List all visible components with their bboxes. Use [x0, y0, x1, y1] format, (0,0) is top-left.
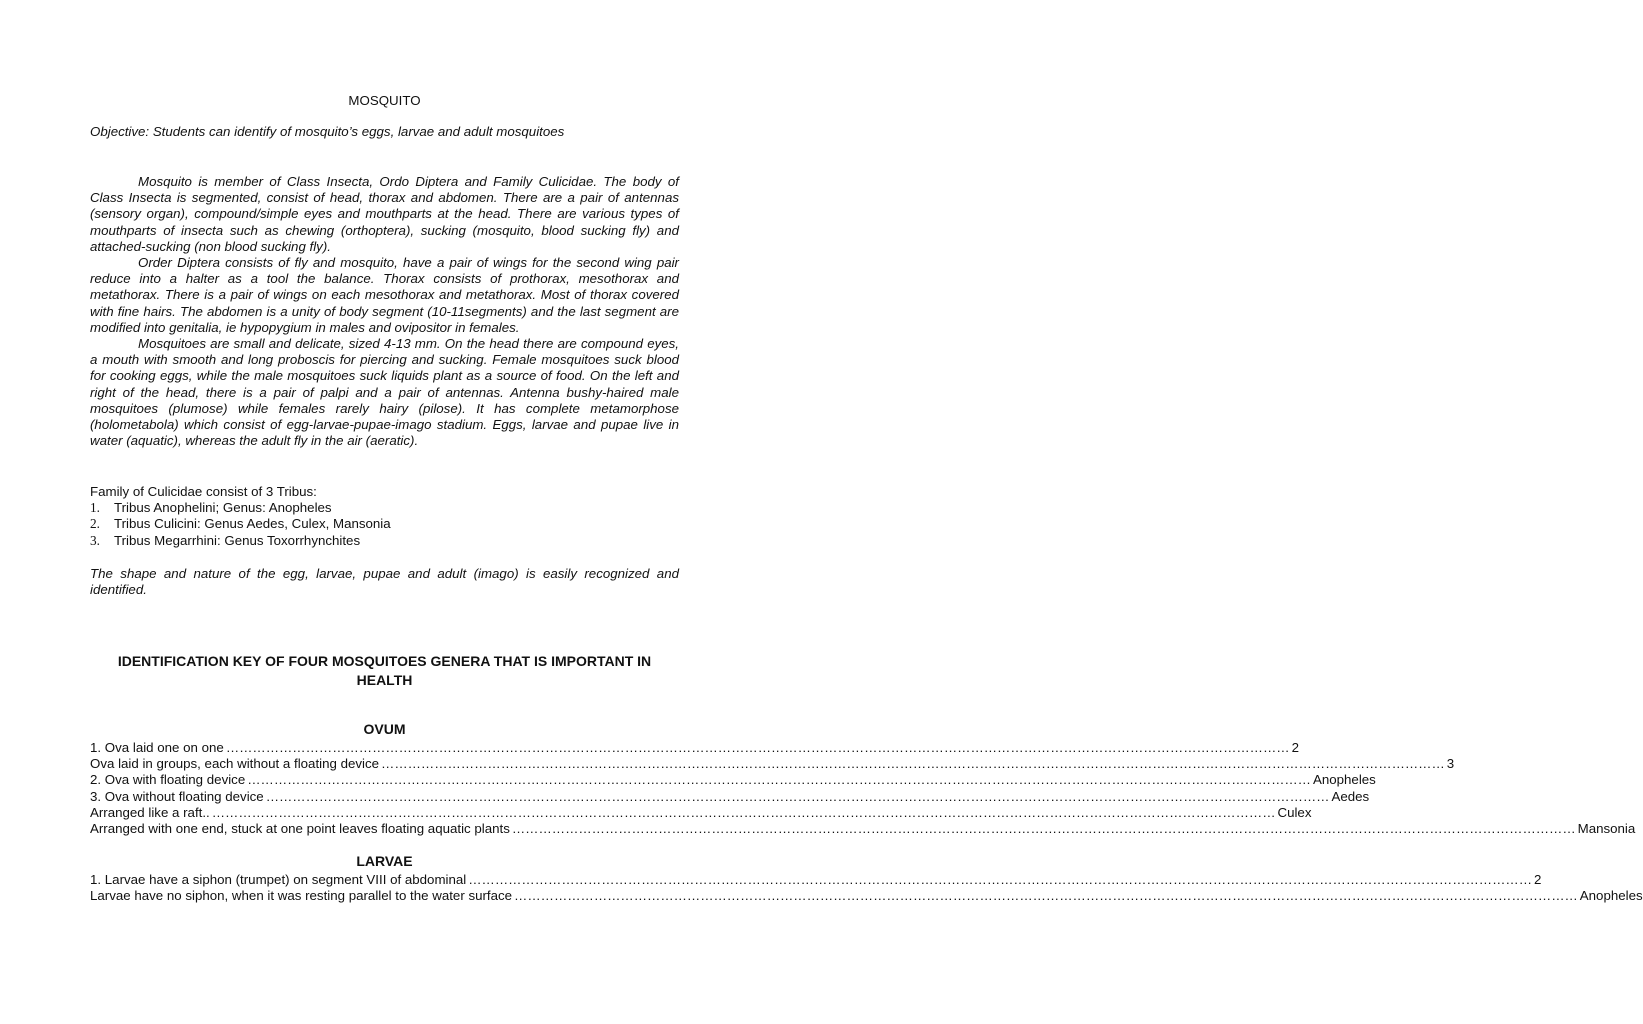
- key-entry-result: Anopheles: [1312, 772, 1376, 788]
- family-intro: Family of Culicidae consist of 3 Tribus:: [90, 484, 317, 499]
- key-entry-label: 3. Ova without floating device: [90, 788, 264, 804]
- larvae-heading: LARVAE: [356, 853, 413, 869]
- list-item: [90, 533, 679, 549]
- key-entry: [90, 788, 1370, 805]
- key-entry-label: Larvae have no siphon, when it was resting parallel to the water surface: [90, 888, 513, 904]
- key-entry-label: Arranged like a raft..: [90, 804, 210, 820]
- list-item: [90, 500, 679, 516]
- leader-dots: ……………………………………………………………………………………………………………………………………………………………………………………………………………………: [265, 788, 1330, 804]
- leader-dots: ……………………………………………………………………………………………………………………………………………………………………………………………………………………: [468, 872, 1532, 887]
- ovum-heading: OVUM: [363, 721, 406, 737]
- intro-paragraphs: [90, 174, 679, 449]
- leader-dots: ……………………………………………………………………………………………………………………………………………………………………………………………………………………: [225, 740, 1290, 755]
- key-entry-result: Mansonia: [1577, 820, 1636, 836]
- larvae-key-list: [90, 872, 1643, 904]
- key-entry: [90, 804, 1312, 821]
- key-entry: [90, 740, 1299, 756]
- leader-dots: ……………………………………………………………………………………………………………………………………………………………………………………………………………………: [511, 820, 1576, 836]
- key-entry: [90, 872, 1542, 888]
- key-entry: [90, 772, 1376, 788]
- list-item-number: 1.: [90, 500, 100, 516]
- objective-text: Objective: Students can identify of mosquito’s eggs, larvae and adult mosquitoes: [90, 124, 565, 139]
- key-entry-label: 2. Ova with floating device: [90, 772, 246, 788]
- key-entry-result: Anopheles: [1579, 888, 1643, 904]
- leader-dots: ……………………………………………………………………………………………………………………………………………………………………………………………………………………: [514, 888, 1578, 904]
- key-entry-result: Culex: [1277, 804, 1312, 820]
- key-entry-label: 1. Ova laid one on one: [90, 740, 224, 755]
- key-entry: [90, 820, 1636, 837]
- key-entry-result: 3: [1446, 756, 1455, 772]
- family-culicidae-list: [90, 484, 679, 549]
- key-entry-label: 1. Larvae have a siphon (trumpet) on segment VIII of abdominal: [90, 872, 467, 887]
- list-item-text: Tribus Megarrhini: Genus Toxorrhynchites: [114, 532, 361, 548]
- key-entry-label: Ova laid in groups, each without a floating device: [90, 756, 380, 772]
- paragraph-order-diptera: Order Diptera consists of fly and mosquito, have a pair of wings for the second wing pair reduce into a halter as a tool the balance. Thorax consists of prothorax, mesothorax and metathorax. There is a pair of wings on each mesothorax and metathorax. Most of thorax covered with fine hairs. The abdomen is a unity of body segment (10-11segments) and the last segment are modified into genitalia, ie hypopygium in males and ovipositor in females.: [90, 255, 679, 335]
- list-item-text: Tribus Culicini: Genus Aedes, Culex, Mansonia: [114, 516, 391, 532]
- ovum-key-list: [90, 740, 1636, 837]
- list-item: [90, 516, 679, 532]
- list-item-number: 2.: [90, 516, 100, 532]
- list-item-text: Tribus Anophelini; Genus: Anopheles: [114, 500, 332, 516]
- paragraph-class-insecta: Mosquito is member of Class Insecta, Ordo Diptera and Family Culicidae. The body of Class Insecta is segmented, consist of head, thorax and abdomen. There are a pair of antennas (sensory organ), compound/simple eyes and mouthparts at the head. There are various types of mouthparts of insecta such as chewing (orthoptera), sucking (mosquito, blood sucking fly) and attached-sucking (non blood sucking fly).: [90, 174, 679, 254]
- shape-nature-text: The shape and nature of the egg, larvae, pupae and adult (imago) is easily recognized and identified.: [90, 566, 679, 598]
- key-entry-result: 2: [1533, 872, 1542, 887]
- leader-dots: ……………………………………………………………………………………………………………………………………………………………………………………………………………………: [211, 804, 1276, 820]
- paragraph-mosquitoes: Mosquitoes are small and delicate, sized 4-13 mm. On the head there are compound eyes, a mouth with smooth and long proboscis for piercing and sucking. Female mosquitoes suck blood for cooking eggs, while the male mosquitoes suck liquids plant as a source of food. On the left and right of the head, there is a pair of palpi and a pair of antennas. Antenna bushy-haired male mosquitoes (plumose) while females rarely hairy (pilose). It has complete metamorphose (holometabola) which consist of egg-larvae-pupae-imago stadium. Eggs, larvae and pupae live in water (aquatic), whereas the adult fly in the air (aeratic).: [90, 336, 679, 449]
- key-entry: [90, 888, 1643, 904]
- leader-dots: ……………………………………………………………………………………………………………………………………………………………………………………………………………………: [381, 756, 1445, 772]
- leader-dots: ……………………………………………………………………………………………………………………………………………………………………………………………………………………: [247, 772, 1311, 788]
- list-item-number: 3.: [90, 532, 100, 548]
- identification-key-heading: IDENTIFICATION KEY OF FOUR MOSQUITOES GENERA THAT IS IMPORTANT IN HEALTH: [117, 653, 652, 688]
- key-entry-result: Aedes: [1331, 788, 1370, 804]
- key-entry-label: Arranged with one end, stuck at one point leaves floating aquatic plants: [90, 820, 510, 836]
- key-entry: [90, 756, 1455, 772]
- page-title: MOSQUITO: [348, 93, 421, 108]
- key-entry-result: 2: [1291, 740, 1299, 755]
